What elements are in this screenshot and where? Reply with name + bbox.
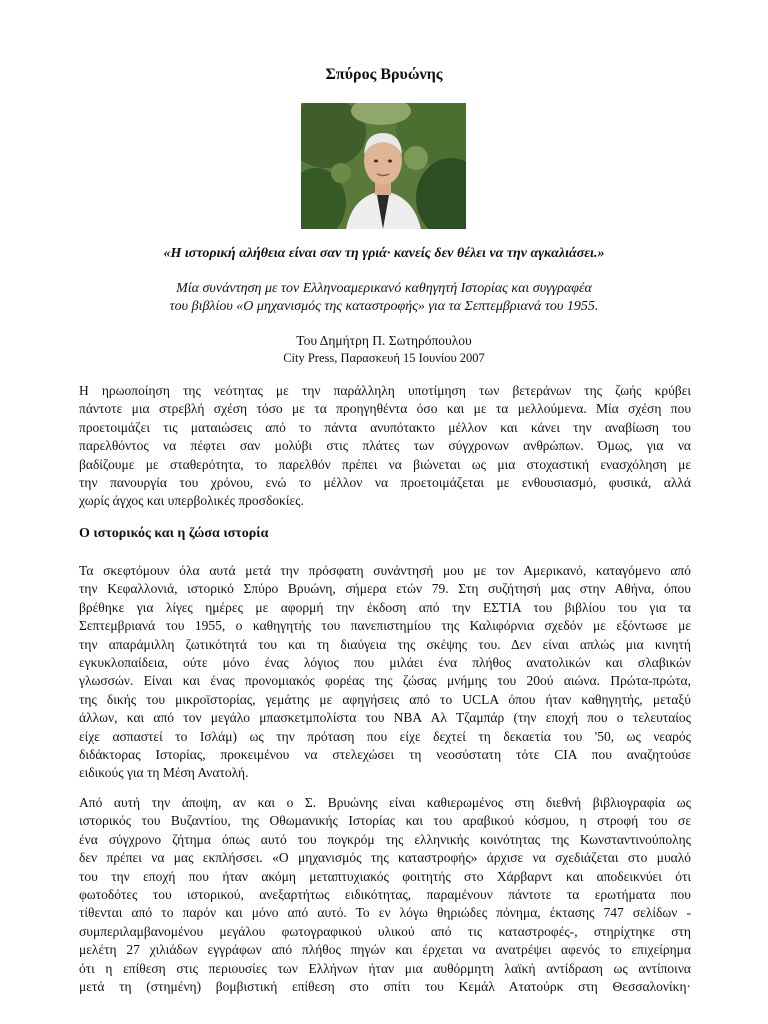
text-line: ότι η επίθεση στις περιουσίες των Ελλήνων ήταν μια αυθόρμητη λαϊκή αντίδραση ως αντίποινα [79, 960, 691, 976]
text-line: βαδίζουμε με σταθερότητα, το παρελθόν πρέπει να βιώνεται ως μια στοχαστική ενασχόληση με [79, 456, 691, 472]
text-line: φωτοδότες του ιστορικού, ανεξαρτήτως ειδικότητας, παραμένουν πάντοτε τα ερωτήματα που [79, 887, 691, 903]
text-line: του την εποχή που ήταν ακόμη μεταπτυχιακός φοιτητής στο Χάρβαρντ και αποδεικνύει ότι [79, 868, 691, 884]
text-line: τίθενται από το παρόν και μόνο από αυτό. Το εν λόγω θηριώδες πόνημα, έκτασης 747 σελίδων - [79, 905, 691, 921]
text-line: γλωσσών. Είναι και ένας προνομιακός φορέας της ζώσας μνήμης του 20ού αιώνα. Πρώτα-πρώτα, [79, 673, 691, 689]
paragraph-1 [79, 382, 691, 511]
subtitle [0, 280, 768, 316]
text-line: είχε ασπαστεί το Ισλάμ) ως την πρόταση που είχε δεχτεί τη δεκαετία του '50, ως νεαρός [79, 728, 691, 744]
text-line: μετά τη (στημένη) βομβιστική επίθεση στο σπίτι του Κεμάλ Ατατούρκ στη Θεσσαλονίκη· [79, 979, 691, 995]
author-byline: Του Δημήτρη Π. Σωτηρόπουλου [296, 333, 472, 348]
text-line: Από αυτή την άποψη, αν και ο Σ. Βρυώνης είναι καθιερωμένος στη διεθνή βιβλιογραφία ως [79, 795, 691, 810]
text-line: συμπεριλαμβανομένου μεγάλου φωτογραφικού υλικού από τις καταστροφές-, στηρίχτηκε στη [79, 923, 691, 939]
text-line: την πανουργία του χρόνου, ενώ το μέλλον να προετοιμάζεται με ενθουσιασμό, φυσικά, αλλά [79, 475, 691, 491]
text-line: την Κεφαλλονιά, ιστορικό Σπύρο Βρυώνη, σήμερα ετών 79. Στη συζήτησή μας στην Αθήνα, όπου [79, 581, 691, 597]
text-line: παρελθόντος να πέφτει σαν μολύβι στις πλάτες των σύγχρονων ανθρώπων. Όμως, για να [79, 438, 691, 454]
text-line: της δικής του μικροϊστορίας, γεμάτης με αφηγήσεις από το UCLA όπου ήταν καθηγητής, μεταξύ [79, 691, 691, 707]
text-line: ειδικούς για τη Μέση Ανατολή. [79, 765, 249, 781]
text-line: Σεπτεμβριανά του 1955, ο καθηγητής του πανεπιστημίου της Καλιφόρνια σχεδόν με εξόντωσε με [79, 618, 691, 634]
portrait-photo [301, 103, 466, 229]
paragraph-3 [79, 794, 691, 996]
text-line: μελέτη 27 χιλιάδων εγγράφων από πλήθος πηγών και έρχεται να ανατρέψει αφενός το επιχείρημα [79, 942, 691, 958]
document-title: Σπύρος Βρυώνης [325, 66, 443, 83]
text-line: προετοιμάζει τις ματαιώσεις από το πάντα ανυπότακτο μέλλον και κάνει την αναβίωση του [79, 419, 691, 435]
text-line: δεν πρέπει να μας εκπλήσσει. «Ο μηχανισμός της καταστροφής» άρχισε να σχεδιάζεται στο μυαλό [79, 850, 691, 866]
subtitle-line: Μία συνάντηση με τον Ελληνοαμερικανό καθηγητή Ιστορίας και συγγραφέα [176, 281, 592, 296]
text-line: πάντοτε μια στρεβλή σχέση τόσο με τα προηγηθέντα όσο και με τα μελλούμενα. Μία σχέση που [79, 401, 691, 417]
text-line: άλλων, και από τον μεγάλο μπασκετμπολίστα του NBA Αλ Τζαμπάρ (την εποχή που ο τελευταίος [79, 710, 691, 726]
text-line: Η ηρωοποίηση της νεότητας με την παράλληλη υποτίμηση των βετεράνων της ζωής κρύβει [79, 383, 691, 398]
text-line: βρέθηκε για λίγες ημέρες με αφορμή την έκδοση από την ΕΣΤΙΑ του βιβλίου του για τα [79, 599, 691, 615]
paragraph-2 [79, 562, 691, 783]
text-line: ένα σύγχρονο ζήτημα όπως αυτό του πογκρόμ της ελληνικής κοινότητας της Κωνσταντινούπολης [79, 831, 691, 847]
text-line: χωρίς άγχος και υπερβολικές προσδοκίες. [79, 493, 304, 509]
text-line: ιστορικός του Βυζαντίου, της Οθωμανικής Ιστορίας και του αραβικού κόσμου, η στροφή του σε [79, 813, 691, 829]
text-line: εγκυκλοπαίδεια, ούτε μόνο ένας λόγιος που μιλάει ένα πλήθος ανατολικών και σλαβικών [79, 655, 691, 671]
text-line: διδάκτορας Ιστορίας, προκειμένου να στελεχώσει τη νεοσύστατη τότε CIA που αναζητούσε [79, 747, 691, 763]
headline-quote: «Η ιστορική αλήθεια είναι σαν τη γριά· κανείς δεν θέλει να την αγκαλιάσει.» [163, 246, 605, 261]
text-line: Τα σκεφτόμουν όλα αυτά μετά την πρόσφατη συνάντησή μου με τον Αμερικανό, καταγόμενο από [79, 563, 691, 578]
section-heading: Ο ιστορικός και η ζώσα ιστορία [79, 526, 269, 541]
text-line: την απαράμιλλη ζωτικότητά του και τη διαύγεια της σκέψης του. Δεν είναι απλώς μια κινητή [79, 636, 691, 652]
subtitle-line: του βιβλίου «Ο μηχανισμός της καταστροφής» για τα Σεπτεμβριανά του 1955. [169, 299, 599, 314]
source-line: City Press, Παρασκευή 15 Ιουνίου 2007 [283, 351, 485, 365]
